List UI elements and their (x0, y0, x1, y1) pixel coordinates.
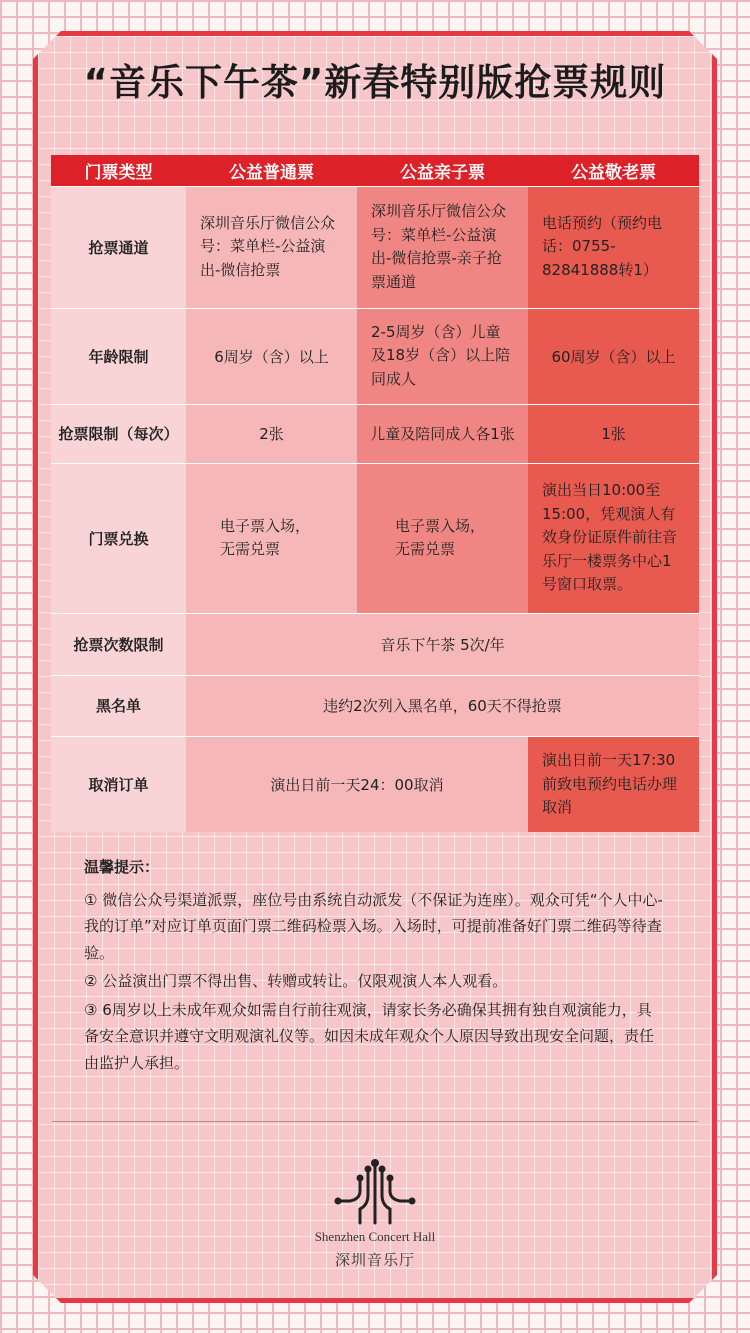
cell-channel-general: 深圳音乐厅微信公众号：菜单栏-公益演出-微信抢票 (200, 213, 336, 279)
cell-limit-family: 儿童及陪同成人各1张 (357, 404, 528, 463)
table-row (51, 463, 699, 613)
page-title: “音乐下午茶”新春特别版抢票规则 (83, 61, 667, 104)
cell-cancel-general-family: 演出日前一天24：00取消 (186, 736, 528, 832)
row-label-exchange: 门票兑换 (51, 463, 186, 613)
table-row (51, 308, 699, 404)
cell-channel-family: 深圳音乐厅微信公众号：菜单栏-公益演出-微信抢票-亲子抢票通道 (371, 202, 507, 291)
row-label-limit: 抢票限制（每次） (51, 404, 186, 463)
cell-times-value: 音乐下午茶 5次/年 (186, 613, 699, 675)
note-item-3: ③ 6周岁以上未成年观众如需自行前往观演，请家长务必确保其拥有独自观演能力，具备安全意识并遵守文明观演礼仪等。如因未成年观众个人原因导致出现安全问题，责任由监护人承担。 (84, 1000, 655, 1072)
row-label-age: 年龄限制 (51, 308, 186, 404)
notes-heading: 温馨提示： (84, 858, 160, 876)
cell-limit-general: 2张 (186, 404, 357, 463)
divider (52, 1121, 698, 1122)
cell-exchange-family: 电子票入场，无需兑票 (395, 516, 486, 558)
row-label-channel: 抢票通道 (51, 186, 186, 308)
header-ticket-type: 门票类型 (51, 155, 186, 186)
table-row (51, 675, 699, 736)
note-item-1: ① 微信公众号渠道派票，座位号由系统自动派发（不保证为连座）。观众可凭“个人中心-我的订单”对应订单页面门票二维码检票入场。入场时，可提前准备好门票二维码等待查验。 (84, 890, 663, 962)
cell-age-family: 2-5周岁（含）儿童及18岁（含）以上陪同成人 (371, 322, 511, 388)
logo-english-name: Shenzhen Concert Hall (314, 1229, 436, 1244)
cell-blacklist-value: 违约2次列入黑名单，60天不得抢票 (186, 675, 699, 736)
table-row (51, 736, 699, 832)
rules-table (51, 155, 699, 832)
cell-cancel-senior: 演出日前一天17:30前致电预约电话办理取消 (542, 751, 678, 816)
header-general-ticket: 公益普通票 (186, 155, 357, 186)
notes-section (84, 854, 664, 1078)
cell-age-senior: 60周岁（含）以上 (528, 308, 699, 404)
concert-hall-logo-icon (0, 1155, 750, 1225)
cell-exchange-general: 电子票入场，无需兑票 (220, 516, 311, 558)
cell-channel-senior: 电话预约（预约电话：0755-82841888转1） (542, 213, 663, 279)
table-row (51, 404, 699, 463)
concert-hall-logo (0, 1155, 750, 1270)
table-header-row (51, 155, 699, 186)
header-family-ticket: 公益亲子票 (357, 155, 528, 186)
note-item-2: ② 公益演出门票不得出售、转赠或转让。仅限观演人本人观看。 (84, 972, 508, 990)
cell-age-general: 6周岁（含）以上 (186, 308, 357, 404)
cell-limit-senior: 1张 (528, 404, 699, 463)
table-row (51, 186, 699, 308)
row-label-cancel: 取消订单 (51, 736, 186, 832)
logo-chinese-name: 深圳音乐厅 (334, 1251, 415, 1269)
header-senior-ticket: 公益敬老票 (528, 155, 699, 186)
row-label-times: 抢票次数限制 (51, 613, 186, 675)
cell-exchange-senior: 演出当日10:00至15:00，凭观演人有效身份证原件前往音乐厅一楼票务中心1号窗口取票。 (542, 481, 678, 594)
table-row (51, 613, 699, 675)
row-label-blacklist: 黑名单 (51, 675, 186, 736)
